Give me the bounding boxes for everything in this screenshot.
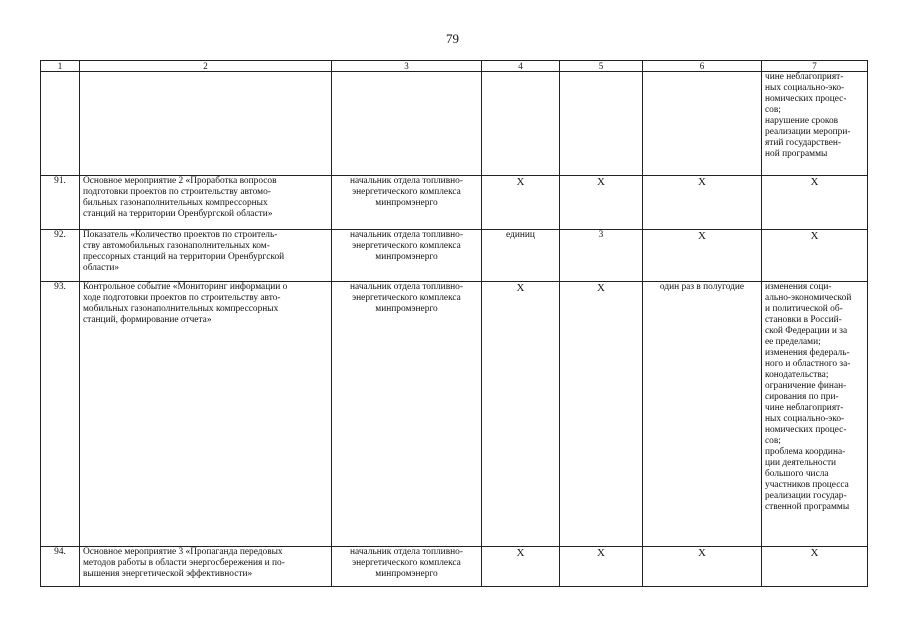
row-number: 93. (41, 282, 80, 547)
row-number: 91. (41, 176, 80, 230)
value-cell: X (560, 282, 643, 547)
value-cell: 3 (560, 230, 643, 282)
cell-empty (41, 72, 80, 176)
column-header: 3 (332, 61, 482, 72)
periodicity-cell: X (643, 176, 762, 230)
cell-empty (80, 72, 332, 176)
cell-empty (560, 72, 643, 176)
column-header: 1 (41, 61, 80, 72)
executor: начальник отдела топливно- энергетического комплекса минпромэнерго (332, 282, 482, 547)
table-row-continuation (41, 72, 868, 176)
table-row (41, 282, 868, 547)
column-header: 2 (80, 61, 332, 72)
executor: начальник отдела топливно- энергетического комплекса минпромэнерго (332, 547, 482, 587)
executor: начальник отдела топливно- энергетического комплекса минпромэнерго (332, 176, 482, 230)
risk-cell: X (762, 230, 868, 282)
value-cell: X (560, 547, 643, 587)
value-cell: X (560, 176, 643, 230)
row-number: 94. (41, 547, 80, 587)
unit-cell: X (482, 176, 560, 230)
table-row (41, 547, 868, 587)
cell-empty (643, 72, 762, 176)
table-row (41, 230, 868, 282)
column-header: 5 (560, 61, 643, 72)
periodicity-cell: X (643, 230, 762, 282)
risk-cell: X (762, 547, 868, 587)
unit-cell: X (482, 282, 560, 547)
measure-name: Показатель «Количество проектов по строитель- ству автомобильных газонаполнительных ком- прессорных станций на территории Оренбургской области» (80, 230, 332, 282)
column-header: 6 (643, 61, 762, 72)
risk-text-continued: чине неблагоприят- ных социально-эко- номических процес- сов; нарушение сроков реализации меропри- ятий государствен- ной программы (762, 72, 868, 176)
column-number-row (41, 61, 868, 72)
table-row (41, 176, 868, 230)
cell-empty (332, 72, 482, 176)
measure-name: Основное мероприятие 2 «Проработка вопросов подготовки проектов по строительству автомо- бильных газонаполнительных компрессорных станций на территории Оренбургской области» (80, 176, 332, 230)
risk-cell: X (762, 176, 868, 230)
measures-table (40, 60, 868, 587)
unit-cell: единиц (482, 230, 560, 282)
periodicity-cell: X (643, 547, 762, 587)
row-number: 92. (41, 230, 80, 282)
risk-cell: изменения соци- ально-экономической и политической об- становки в Россий- ской Федерации и за ее пределами; изменения федераль- ного и областного за- конодательства; ограничение финан- сирования по при- чине неблагоприят- ных социально-эко- номических процес- сов; проблема координа- ции деятельности большого числа участников процесса реализации государ- ственной программы (762, 282, 868, 547)
column-header: 7 (762, 61, 868, 72)
unit-cell: X (482, 547, 560, 587)
measure-name: Контрольное событие «Мониторинг информации о ходе подготовки проектов по строительству авто- мобильных газонаполнительных компрессорных станций, формирование отчета» (80, 282, 332, 547)
cell-empty (482, 72, 560, 176)
periodicity-cell: один раз в полугодие (643, 282, 762, 547)
page-number: 79 (446, 31, 459, 46)
measure-name: Основное мероприятие 3 «Пропаганда передовых методов работы в области энергосбережения и по- вышения энергетической эффективности» (80, 547, 332, 587)
column-header: 4 (482, 61, 560, 72)
executor: начальник отдела топливно- энергетического комплекса минпромэнерго (332, 230, 482, 282)
